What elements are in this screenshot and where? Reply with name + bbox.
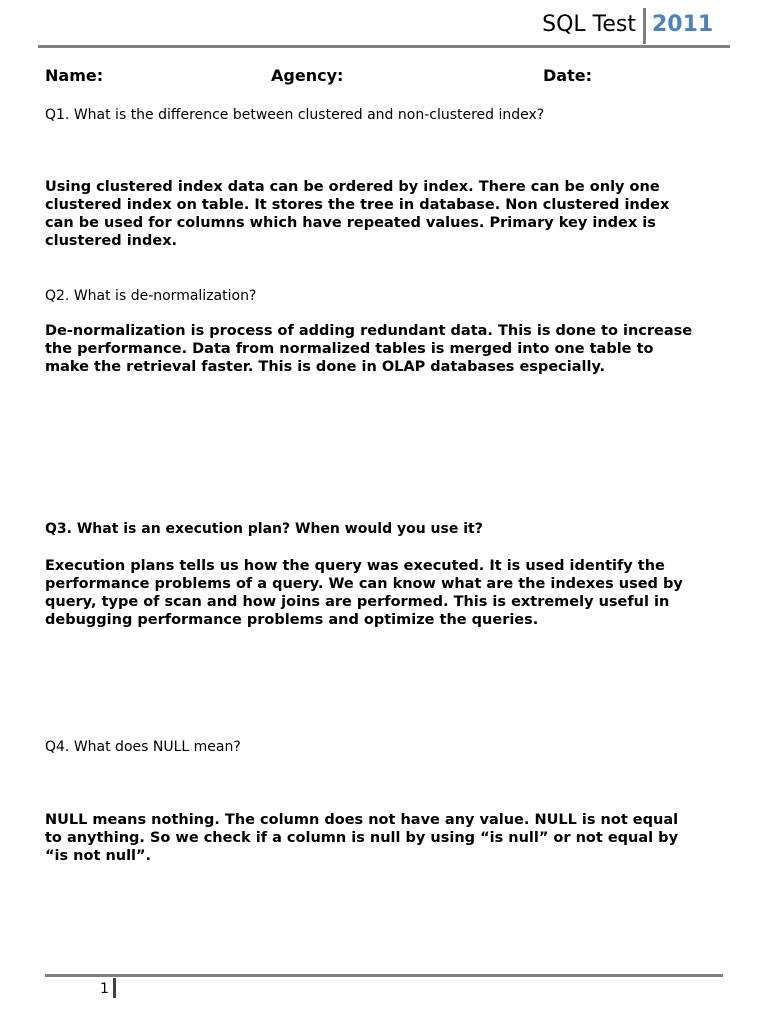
header-title: SQL Test: [542, 12, 636, 37]
answer-line: query, type of scan and how joins are performed. This is extremely useful in: [45, 594, 670, 610]
answer-line: make the retrieval faster. This is done in OLAP databases especially.: [45, 359, 606, 375]
page-number: 1: [100, 981, 109, 997]
question-3: Q3. What is an execution plan? When would you use it?: [45, 521, 483, 537]
answer-line: Execution plans tells us how the query was executed. It is used identify the: [45, 558, 665, 574]
answer-line: can be used for columns which have repeated values. Primary key index is: [45, 215, 656, 231]
agency-label: Agency:: [271, 66, 344, 85]
answer-line: clustered index on table. It stores the tree in database. Non clustered index: [45, 197, 670, 213]
answer-line: debugging performance problems and optimize the queries.: [45, 612, 539, 628]
answer-line: NULL means nothing. The column does not have any value. NULL is not equal: [45, 812, 679, 828]
answer-line: performance problems of a query. We can know what are the indexes used by: [45, 576, 683, 592]
header-year: 2011: [652, 12, 714, 37]
answer-line: the performance. Data from normalized tables is merged into one table to: [45, 341, 654, 357]
answer-line: clustered index.: [45, 233, 178, 249]
answer-4: [45, 811, 725, 865]
page-header: [0, 0, 768, 50]
date-label: Date:: [543, 66, 592, 85]
answer-line: Using clustered index data can be ordered by index. There can be only one: [45, 179, 660, 195]
header-rule: [38, 45, 730, 48]
answer-line: to anything. So we check if a column is null by using “is null” or not equal by: [45, 830, 679, 846]
question-1: Q1. What is the difference between clustered and non-clustered index?: [45, 107, 545, 123]
answer-2: [45, 322, 725, 376]
page-number-divider: [113, 978, 116, 998]
header-divider: [643, 8, 646, 44]
question-4: Q4. What does NULL mean?: [45, 739, 241, 755]
answer-line: “is not null”.: [45, 848, 152, 864]
answer-1: [45, 178, 725, 250]
name-label: Name:: [45, 66, 104, 85]
question-2: Q2. What is de-normalization?: [45, 288, 257, 304]
answer-3: [45, 557, 725, 629]
footer-rule: [45, 974, 723, 977]
answer-line: De-normalization is process of adding redundant data. This is done to increase: [45, 323, 693, 339]
